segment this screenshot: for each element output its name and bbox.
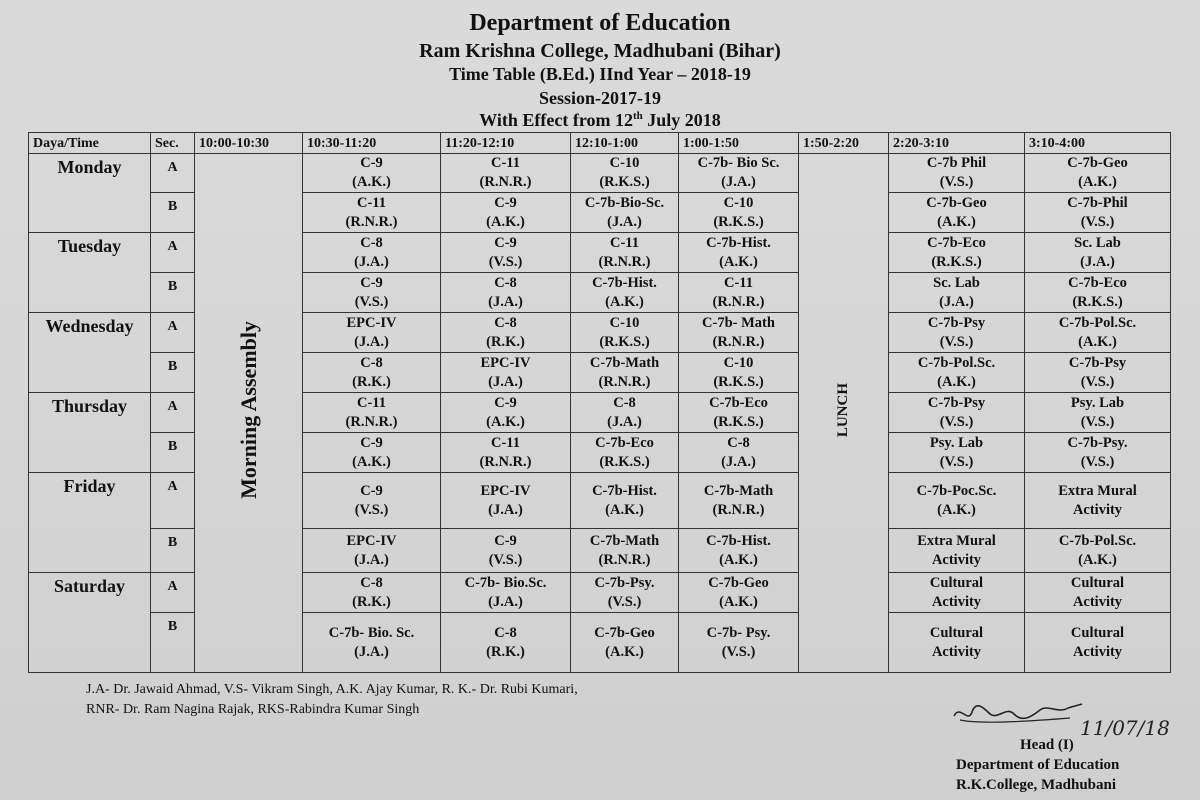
class-slot xyxy=(889,433,1025,473)
day-cell: Thursday xyxy=(29,393,151,473)
course-code: Cultural xyxy=(929,624,984,641)
teacher-initials: (J.A.) xyxy=(354,643,389,660)
course-code: C-7b-Geo xyxy=(926,194,987,211)
course-code: C-7b-Geo xyxy=(708,574,769,591)
col-header-slot: 1:00-1:50 xyxy=(679,133,799,154)
class-slot xyxy=(889,573,1025,613)
teacher-initials: (V.S.) xyxy=(1080,373,1115,390)
course-code: C-9 xyxy=(360,274,383,291)
teacher-initials: Activity xyxy=(1072,643,1123,660)
class-slot xyxy=(441,233,571,273)
course-code: EPC-IV xyxy=(480,354,531,371)
teacher-initials: (J.A.) xyxy=(488,373,523,390)
class-slot xyxy=(1025,313,1171,353)
teacher-initials: (V.S.) xyxy=(939,333,974,350)
class-slot xyxy=(889,393,1025,433)
course-code: C-8 xyxy=(494,274,517,291)
teacher-initials: (V.S.) xyxy=(939,174,974,190)
teacher-initials: (V.S.) xyxy=(488,551,523,568)
class-slot xyxy=(303,473,441,529)
col-header-slot: 10:30-11:20 xyxy=(303,133,441,154)
signatory-title: Head (I) xyxy=(1020,737,1074,753)
course-code: C-7b-Poc.Sc. xyxy=(916,482,997,499)
teacher-initials: (R.K.S.) xyxy=(713,413,764,430)
class-slot xyxy=(679,529,799,573)
section-cell: A xyxy=(151,154,195,193)
course-code: C-7b-Hist. xyxy=(706,532,771,549)
class-slot xyxy=(889,473,1025,529)
course-code: Extra Mural xyxy=(1058,482,1137,499)
class-slot xyxy=(441,273,571,313)
lunch-cell xyxy=(799,154,889,673)
class-slot xyxy=(889,154,1025,193)
course-code: Psy. Lab xyxy=(1070,394,1125,411)
teacher-initials: Activity xyxy=(931,551,982,568)
class-slot xyxy=(303,233,441,273)
class-slot xyxy=(679,313,799,353)
class-slot xyxy=(1025,529,1171,573)
course-code: C-7b-Psy xyxy=(927,394,986,411)
class-slot xyxy=(679,154,799,193)
class-slot xyxy=(1025,154,1171,193)
teacher-initials: (A.K.) xyxy=(1078,333,1117,350)
class-slot xyxy=(571,233,679,273)
course-code: C-11 xyxy=(610,234,639,251)
class-slot xyxy=(889,193,1025,233)
teacher-initials: (J.A.) xyxy=(721,453,756,470)
teacher-initials: (R.K.) xyxy=(486,333,525,350)
col-header-slot: 10:00-10:30 xyxy=(195,133,303,154)
legend-line-1: J.A- Dr. Jawaid Ahmad, V.S- Vikram Singh, A.K. Ajay Kumar, R. K.- Dr. Rubi Kumari, xyxy=(86,682,578,697)
class-slot xyxy=(571,613,679,673)
class-slot xyxy=(889,233,1025,273)
teacher-initials: (R.K.S.) xyxy=(713,373,764,390)
class-slot xyxy=(571,433,679,473)
class-slot xyxy=(441,473,571,529)
section-cell: B xyxy=(151,433,195,473)
teacher-initials: (J.A.) xyxy=(607,213,642,230)
section-cell: B xyxy=(151,353,195,393)
course-code: Extra Mural xyxy=(917,532,996,549)
class-slot xyxy=(679,233,799,273)
teacher-initials: (J.A.) xyxy=(354,253,389,270)
section-cell: A xyxy=(151,313,195,353)
section-cell: A xyxy=(151,393,195,433)
teacher-initials: (A.K.) xyxy=(937,501,976,518)
teacher-initials: (A.K.) xyxy=(352,174,391,190)
class-slot xyxy=(571,193,679,233)
teacher-initials: (V.S.) xyxy=(1080,213,1115,230)
class-slot xyxy=(679,573,799,613)
teacher-initials: (A.K.) xyxy=(719,253,758,270)
day-cell: Friday xyxy=(29,473,151,573)
course-code: C-7b-Pol.Sc. xyxy=(1058,314,1137,331)
class-slot xyxy=(571,273,679,313)
col-header-sec: Sec. xyxy=(151,133,195,154)
col-header-day: Daya/Time xyxy=(29,133,151,154)
teacher-initials: Activity xyxy=(931,643,982,660)
course-code: C-9 xyxy=(360,434,383,451)
class-slot xyxy=(889,353,1025,393)
course-code: C-8 xyxy=(494,624,517,641)
section-cell: A xyxy=(151,233,195,273)
teacher-initials: (R.N.R.) xyxy=(345,413,398,430)
course-code: C-9 xyxy=(494,532,517,549)
course-code: C-8 xyxy=(613,394,636,411)
morning-assembly-cell xyxy=(195,154,303,673)
teacher-initials: Activity xyxy=(931,593,982,610)
section-cell: B xyxy=(151,613,195,673)
morning-assembly-label: Morning Assembly xyxy=(236,321,261,499)
course-code: C-7b- Bio.Sc. xyxy=(464,574,547,591)
class-slot xyxy=(1025,613,1171,673)
teacher-initials: (V.S.) xyxy=(1080,453,1115,470)
teacher-initials: (R.N.R.) xyxy=(479,174,532,190)
course-code: Psy. Lab xyxy=(929,434,984,451)
class-slot xyxy=(441,433,571,473)
teacher-initials: (R.K.S.) xyxy=(599,333,650,350)
class-slot xyxy=(303,193,441,233)
class-slot xyxy=(441,154,571,193)
handwritten-signature xyxy=(950,694,1090,728)
course-code: C-7b-Eco xyxy=(1068,274,1127,291)
course-code: C-7b-Hist. xyxy=(592,274,657,291)
class-slot xyxy=(441,193,571,233)
course-code: C-11 xyxy=(491,434,520,451)
timetable-title: Time Table (B.Ed.) IInd Year – 2018-19 xyxy=(449,64,751,84)
teacher-initials: (R.K.S.) xyxy=(599,174,650,190)
teacher-initials: (J.A.) xyxy=(354,333,389,350)
class-slot xyxy=(303,433,441,473)
teacher-initials: (V.S.) xyxy=(354,293,389,310)
day-cell: Wednesday xyxy=(29,313,151,393)
course-code: Sc. Lab xyxy=(933,274,980,291)
course-code: C-7b-Hist. xyxy=(706,234,771,251)
teacher-initials: (J.A.) xyxy=(488,593,523,610)
class-slot xyxy=(441,529,571,573)
signatory-dept: Department of Education xyxy=(956,757,1120,773)
class-slot xyxy=(303,529,441,573)
teacher-initials: Activity xyxy=(1072,593,1123,610)
class-slot xyxy=(1025,473,1171,529)
teacher-initials: (J.A.) xyxy=(607,413,642,430)
course-code: C-7b-Eco xyxy=(927,234,986,251)
teacher-initials: (R.N.R.) xyxy=(712,293,765,310)
class-slot xyxy=(679,433,799,473)
teacher-initials: (R.N.R.) xyxy=(712,333,765,350)
class-slot xyxy=(303,573,441,613)
teacher-initials: (A.K.) xyxy=(605,643,644,660)
class-slot xyxy=(303,154,441,193)
class-slot xyxy=(303,313,441,353)
teacher-initials: (R.K.S.) xyxy=(1072,293,1123,310)
course-code: C-10 xyxy=(723,354,754,371)
course-code: C-7b- Psy. xyxy=(706,624,771,641)
class-slot xyxy=(1025,353,1171,393)
course-code: C-7b-Math xyxy=(589,532,660,549)
session-line: Session-2017-19 xyxy=(538,88,661,108)
course-code: Cultural xyxy=(1070,624,1125,641)
course-code: C-8 xyxy=(360,574,383,591)
class-slot xyxy=(571,154,679,193)
course-code: C-7b-Psy. xyxy=(594,574,655,591)
section-cell: B xyxy=(151,193,195,233)
course-code: C-7b-Psy xyxy=(1068,354,1127,371)
teacher-initials: (V.S.) xyxy=(488,253,523,270)
course-code: C-9 xyxy=(494,194,517,211)
col-header-slot: 12:10-1:00 xyxy=(571,133,679,154)
col-header-slot: 11:20-12:10 xyxy=(441,133,571,154)
teacher-initials: (A.K.) xyxy=(1078,174,1117,190)
teacher-initials: (R.K.S.) xyxy=(931,253,982,270)
course-code: EPC-IV xyxy=(480,482,531,499)
class-slot xyxy=(303,613,441,673)
course-code: C-7b- Bio Sc. xyxy=(697,155,780,171)
teacher-initials: (R.K.S.) xyxy=(599,453,650,470)
course-code: C-7b-Math xyxy=(589,354,660,371)
class-slot xyxy=(679,473,799,529)
table-row xyxy=(29,154,1171,193)
course-code: C-9 xyxy=(494,394,517,411)
col-header-slot: 1:50-2:20 xyxy=(799,133,889,154)
course-code: C-10 xyxy=(609,155,640,171)
teacher-initials: (A.K.) xyxy=(486,213,525,230)
teacher-initials: (V.S.) xyxy=(1080,413,1115,430)
class-slot xyxy=(679,353,799,393)
day-cell: Saturday xyxy=(29,573,151,673)
teacher-initials: (V.S.) xyxy=(607,593,642,610)
class-slot xyxy=(571,393,679,433)
course-code: C-7b-Geo xyxy=(1067,155,1128,171)
teacher-initials: (A.K.) xyxy=(937,213,976,230)
teacher-initials: (R.K.S.) xyxy=(713,213,764,230)
class-slot xyxy=(571,473,679,529)
class-slot xyxy=(571,573,679,613)
lunch-label: LUNCH xyxy=(835,382,851,438)
signatory-college: R.K.College, Madhubani xyxy=(956,777,1117,793)
class-slot xyxy=(441,393,571,433)
course-code: C-8 xyxy=(494,314,517,331)
section-cell: B xyxy=(151,529,195,573)
course-code: C-7b Phil xyxy=(926,155,987,171)
course-code: C-8 xyxy=(360,234,383,251)
class-slot xyxy=(571,529,679,573)
class-slot xyxy=(441,573,571,613)
teacher-initials: (R.N.R.) xyxy=(345,213,398,230)
course-code: C-7b- Bio. Sc. xyxy=(328,624,415,641)
class-slot xyxy=(571,353,679,393)
course-code: C-9 xyxy=(494,234,517,251)
teacher-initials: (A.K.) xyxy=(937,373,976,390)
section-cell: B xyxy=(151,273,195,313)
course-code: C-8 xyxy=(727,434,750,451)
teacher-initials: (J.A.) xyxy=(939,293,974,310)
class-slot xyxy=(1025,233,1171,273)
section-cell: A xyxy=(151,573,195,613)
class-slot xyxy=(889,613,1025,673)
teacher-initials: (V.S.) xyxy=(939,453,974,470)
teacher-initials: (J.A.) xyxy=(354,551,389,568)
course-code: C-7b-Bio-Sc. xyxy=(584,194,665,211)
teacher-initials: (A.K.) xyxy=(719,593,758,610)
course-code: EPC-IV xyxy=(346,314,397,331)
teacher-initials: (V.S.) xyxy=(939,413,974,430)
legend-line-2: RNR- Dr. Ram Nagina Rajak, RKS-Rabindra Kumar Singh xyxy=(86,702,420,717)
class-slot xyxy=(441,353,571,393)
course-code: C-7b-Hist. xyxy=(592,482,657,499)
teacher-initials: (A.K.) xyxy=(1078,551,1117,568)
teacher-initials: (R.N.R.) xyxy=(598,373,651,390)
teacher-initials: (A.K.) xyxy=(605,501,644,518)
class-slot xyxy=(679,273,799,313)
class-slot xyxy=(679,393,799,433)
teacher-initials: (J.A.) xyxy=(488,293,523,310)
course-code: C-7b- Math xyxy=(702,314,775,331)
course-code: Cultural xyxy=(1070,574,1125,591)
course-code: C-9 xyxy=(360,155,383,171)
teacher-initials: (A.K.) xyxy=(605,293,644,310)
course-code: C-7b-Psy. xyxy=(1067,434,1128,451)
course-code: Cultural xyxy=(929,574,984,591)
course-code: C-7b-Eco xyxy=(709,394,768,411)
course-code: Sc. Lab xyxy=(1074,234,1121,251)
effective-date-line: With Effect from 12th July 2018 xyxy=(479,110,721,130)
teacher-initials: (R.K.) xyxy=(486,643,525,660)
course-code: C-7b-Pol.Sc. xyxy=(917,354,996,371)
teacher-initials: (J.A.) xyxy=(1080,253,1115,270)
class-slot xyxy=(1025,573,1171,613)
col-header-slot: 3:10-4:00 xyxy=(1025,133,1171,154)
class-slot xyxy=(889,529,1025,573)
course-code: C-7b-Eco xyxy=(595,434,654,451)
teacher-initials: Activity xyxy=(1072,501,1123,518)
course-code: C-7b-Geo xyxy=(594,624,655,641)
course-code: C-7b-Psy xyxy=(927,314,986,331)
course-code: C-7b-Math xyxy=(703,482,774,499)
day-cell: Monday xyxy=(29,154,151,233)
course-code: C-10 xyxy=(723,194,754,211)
class-slot xyxy=(571,313,679,353)
class-slot xyxy=(303,273,441,313)
teacher-initials: (A.K.) xyxy=(486,413,525,430)
course-code: C-8 xyxy=(360,354,383,371)
course-code: C-11 xyxy=(357,194,386,211)
teacher-initials: (R.K.) xyxy=(352,593,391,610)
class-slot xyxy=(889,313,1025,353)
class-slot xyxy=(303,353,441,393)
teacher-initials: (R.K.) xyxy=(352,373,391,390)
class-slot xyxy=(1025,273,1171,313)
class-slot xyxy=(441,313,571,353)
header-row xyxy=(29,133,1171,154)
teacher-initials: (R.N.R.) xyxy=(479,453,532,470)
course-code: C-9 xyxy=(360,482,383,499)
class-slot xyxy=(679,613,799,673)
course-code: EPC-IV xyxy=(346,532,397,549)
course-code: C-11 xyxy=(724,274,753,291)
teacher-initials: (J.A.) xyxy=(721,174,756,190)
course-code: C-7b-Pol.Sc. xyxy=(1058,532,1137,549)
teacher-initials: (R.N.R.) xyxy=(598,551,651,568)
class-slot xyxy=(1025,433,1171,473)
section-cell: A xyxy=(151,473,195,529)
class-slot xyxy=(889,273,1025,313)
teacher-initials: (V.S.) xyxy=(721,643,756,660)
teacher-initials: (V.S.) xyxy=(354,501,389,518)
teacher-initials: (R.N.R.) xyxy=(712,501,765,518)
class-slot xyxy=(303,393,441,433)
course-code: C-7b-Phil xyxy=(1067,194,1128,211)
signature-date: 11/07/18 xyxy=(1080,716,1170,740)
day-cell: Tuesday xyxy=(29,233,151,313)
class-slot xyxy=(679,193,799,233)
timetable xyxy=(28,132,1171,673)
course-code: C-10 xyxy=(609,314,640,331)
class-slot xyxy=(1025,193,1171,233)
class-slot xyxy=(1025,393,1171,433)
college-name: Ram Krishna College, Madhubani (Bihar) xyxy=(419,40,781,62)
teacher-initials: (A.K.) xyxy=(352,453,391,470)
teacher-initials: (R.N.R.) xyxy=(598,253,651,270)
dept-title: Department of Education xyxy=(469,10,731,36)
course-code: C-11 xyxy=(491,155,520,171)
course-code: C-11 xyxy=(357,394,386,411)
teacher-initials: (J.A.) xyxy=(488,501,523,518)
col-header-slot: 2:20-3:10 xyxy=(889,133,1025,154)
teacher-initials: (A.K.) xyxy=(719,551,758,568)
class-slot xyxy=(441,613,571,673)
